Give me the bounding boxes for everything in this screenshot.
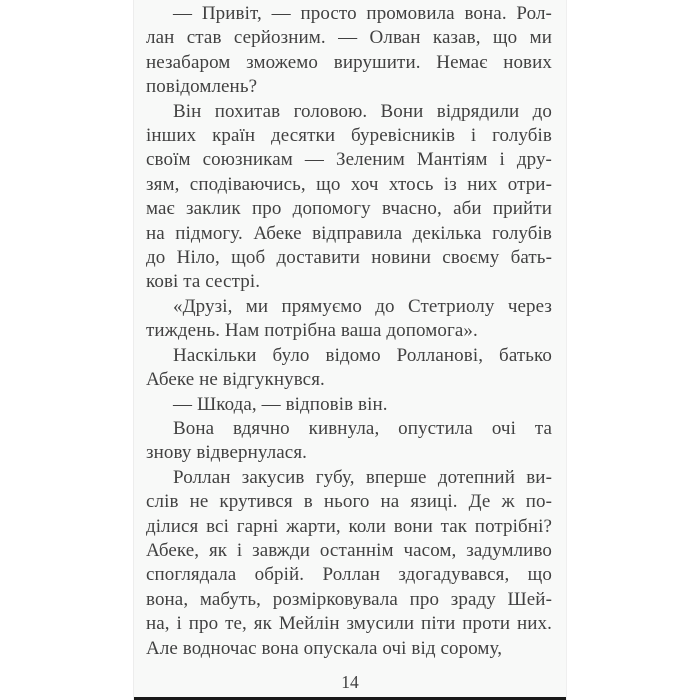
text-line: слів не крутився в нього на язиці. Де ж по- (146, 491, 552, 513)
book-page (133, 0, 567, 700)
text-line: «Друзі, ми прямуємо до Стетриолу через (173, 295, 552, 317)
text-line: повідомлень? (146, 76, 258, 98)
text-line: має заклик про допомогу вчасно, аби прийти (146, 198, 552, 220)
text-line: знову відвернулася. (146, 442, 308, 464)
text-line: на, і про те, як Мейлін змусили піти проти них. (146, 613, 552, 635)
text-block (146, 2, 552, 661)
text-line: Вона вдячно кивнула, опустила очі та (173, 417, 552, 439)
text-line: своїм союзникам — Зеленим Мантіям і дру- (146, 149, 552, 171)
text-line: інших країн десятки буревісників і голубів (146, 125, 552, 147)
text-line: — Шкода, — відповів він. (173, 393, 388, 415)
text-line: — Привіт, — просто промовила вона. Рол- (173, 3, 552, 24)
text-line: споглядала обрій. Роллан здогадувався, що (146, 564, 552, 586)
text-line: Роллан закусив губу, вперше дотепний ви- (173, 466, 552, 488)
text-line: вона, мабуть, розмірковувала про зраду Шей- (146, 588, 552, 610)
text-line: на підмогу. Абеке відправила декілька голубів (146, 222, 552, 244)
page-number: 14 (341, 672, 359, 692)
text-line: Але водночас вона опускала очі від сорому, (146, 637, 503, 659)
text-line: кові та сестрі. (146, 271, 261, 293)
text-line: ділися всі гарні жарти, коли вони так потрібні? (146, 515, 552, 537)
text-line: Абеке, як і завжди останнім часом, задумливо (146, 539, 552, 561)
text-line: Наскільки було відомо Ролланові, батько (173, 344, 552, 366)
text-line: до Ніло, щоб доставити новини своєму бать- (146, 247, 552, 269)
text-line: тиждень. Нам потрібна ваша допомога». (146, 320, 478, 342)
text-line: Абеке не відгукнувся. (146, 369, 325, 391)
text-line: незабаром зможемо вирушити. Немає нових (146, 51, 552, 73)
text-line: зям, сподіваючись, що хоч хтось із них отри- (146, 173, 552, 195)
text-line: Він похитав головою. Вони відрядили до (173, 100, 552, 122)
text-line: лан став серйозним. — Олван казав, що ми (146, 27, 552, 49)
